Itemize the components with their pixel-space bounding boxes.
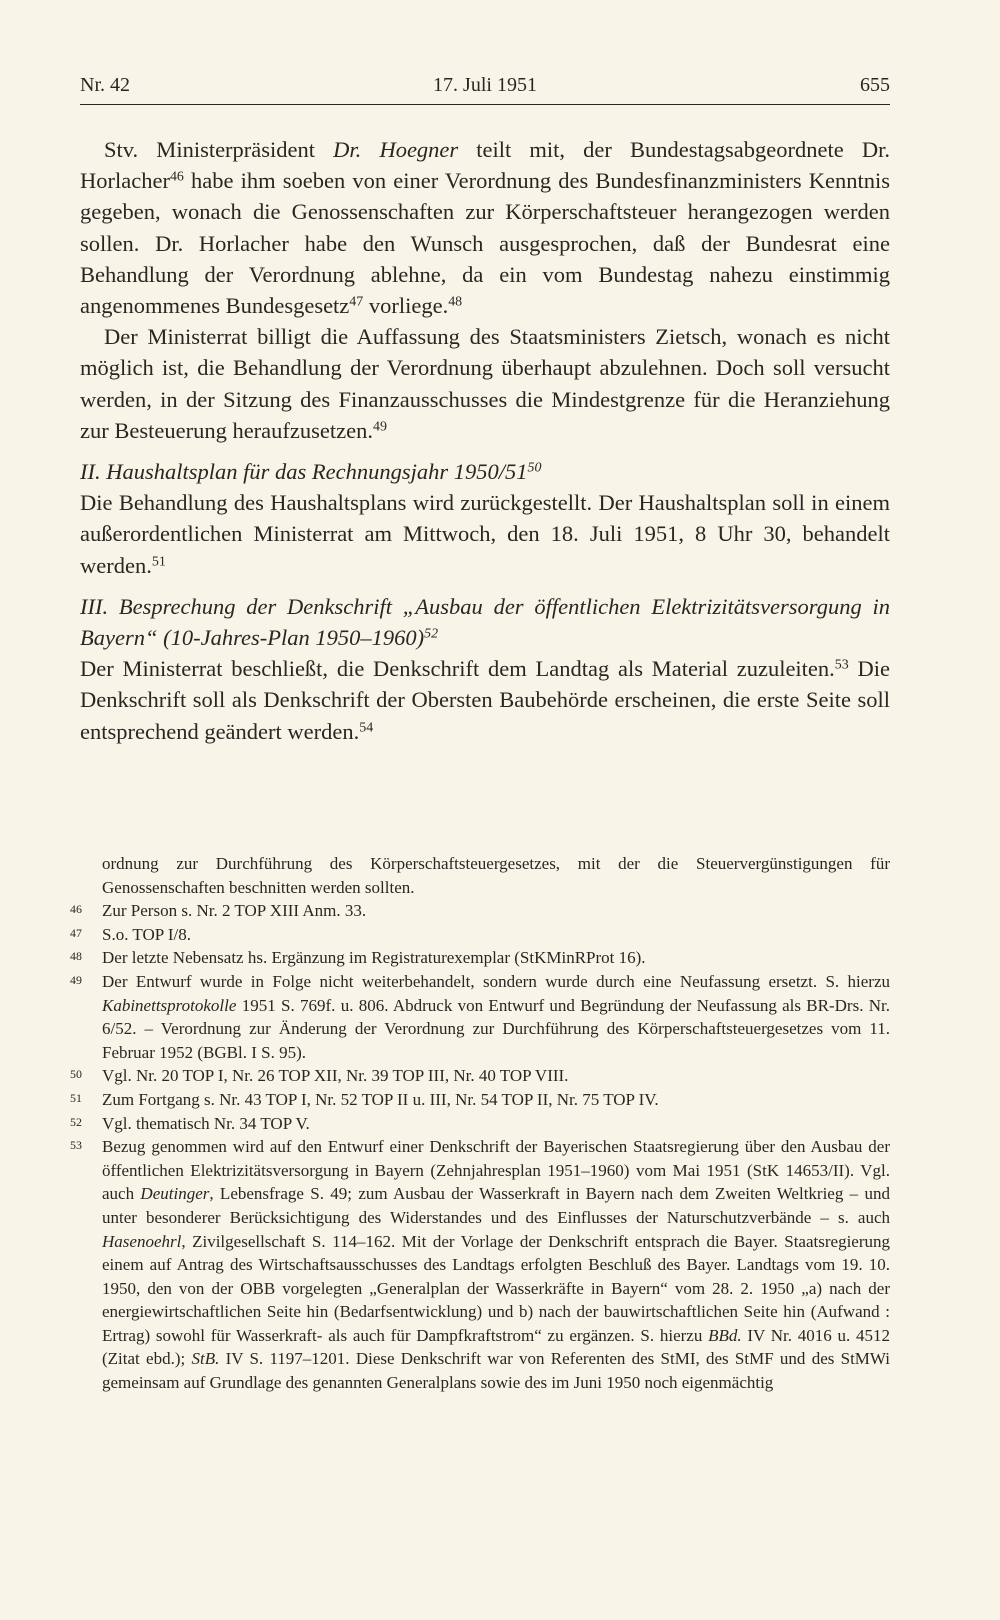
footnote-46: 46 Zur Person s. Nr. 2 TOP XIII Anm. 33. (70, 901, 367, 921)
footnote-ref-54[interactable]: 54 (359, 719, 374, 735)
header-date: 17. Juli 1951 (433, 74, 537, 96)
footnote-ref-50[interactable]: 50 (527, 460, 542, 476)
footnote-number: 48 (70, 949, 82, 964)
footnote-50: 50 Vgl. Nr. 20 TOP I, Nr. 26 TOP XII, Nr. 39 TOP III, Nr. 40 TOP VIII. (70, 1066, 569, 1086)
footnote-ref-46[interactable]: 46 (169, 169, 184, 185)
footnote-continuation: ordnung zur Durchführung des Körperschaftsteuergesetzes, mit der die Steuervergünstigungen für Genossenschaften beschnitten werden sollten. (102, 854, 890, 897)
footnote-number: 52 (70, 1114, 82, 1129)
footnote-ref-49[interactable]: 49 (372, 419, 387, 435)
page-number: 655 (860, 74, 890, 96)
footnote-number: 51 (70, 1090, 82, 1105)
main-text (80, 134, 890, 747)
footnote-47: 47 S.o. TOP I/8. (70, 924, 191, 944)
footnotes (70, 852, 891, 1395)
footnote-ref-51[interactable]: 51 (151, 553, 166, 569)
footnote-ref-47[interactable]: 47 (349, 294, 364, 310)
paragraph-denkschrift: Der Ministerrat beschließt, die Denkschrift dem Landtag als Material zuzuleiten.$^{53}$ Die Denkschrift soll als Denkschrift der Obersten Baubehörde erscheinen, die erste Seite soll entsprechend geändert werden.$^{54}$ (80, 656, 890, 744)
footnote-number: 50 (70, 1067, 82, 1082)
section-heading-ii: II. Haushaltsplan für das Rechnungsjahr $1950/51^{50}$ (80, 459, 542, 485)
person-name: Dr. Hoegner (333, 137, 459, 162)
footnote-number: 49 (70, 972, 82, 987)
footnote-number: 46 (70, 902, 82, 917)
footnote-48: 48 Der letzte Nebensatz hs. Ergänzung im Registraturexemplar (StKMinRProt 16). (70, 948, 646, 968)
footnote-number: 47 (70, 925, 82, 940)
footnote-52: 52 Vgl. thematisch Nr. 34 TOP V. (70, 1113, 310, 1133)
running-head (80, 74, 890, 102)
paragraph-haushaltsplan: Die Behandlung des Haushaltsplans wird zurückgestellt. Der Haushaltsplan soll in einem außerordentlichen Ministerrat am Mittwoch, den 18. Juli 1951, 8 Uhr 30, behandelt werden.$^{51}$ (80, 490, 890, 578)
section-heading-iii: III. Besprechung der Denkschrift „Ausbau der öffentlichen Elektrizitätsversorgung in Bayern“ (10-Jahres-Plan 1950–1960)$^{52}$ (80, 593, 890, 651)
footnote-ref-53[interactable]: 53 (834, 657, 849, 673)
footnote-49: 49 Der Entwurf wurde in Folge nicht weiterbehandelt, sondern wurde durch eine Neufassung ersetzt. S. hierzu Kabinettsprotokolle 1951 S. 769f. u. 806. Abdruck von Entwurf und Begründung der Neufassung als BR-Drs. Nr. 6/52. – Verordnung zur Änderung der Verordnung zur Durchführung des Körperschaftsteuergesetzes vom 11. Februar 1952 (BGBl. I S. 95). (70, 971, 890, 1062)
footnote-ref-48[interactable]: 48 (448, 294, 463, 310)
issue-number: Nr. 42 (80, 74, 130, 96)
footnote-51: 51 Zum Fortgang s. Nr. 43 TOP I, Nr. 52 TOP II u. III, Nr. 54 TOP II, Nr. 75 TOP IV. (70, 1089, 659, 1109)
footnote-ref-52[interactable]: 52 (424, 626, 439, 642)
footnote-number: 53 (70, 1138, 82, 1153)
paragraph-ministerrat: Der Ministerrat billigt die Auffassung des Staatsministers Zietsch, wonach es nicht möglich ist, die Behandlung der Verordnung überhaupt abzulehnen. Doch soll versucht werden, in der Sitzung des Finanzausschusses die Mindestgrenze für die Heranziehung zur Besteuerung heraufzusetzen.$^{49}$ (80, 324, 890, 443)
paragraph-hoegner: Stv. Ministerpräsident Dr. Hoegner teilt mit, der Bundestagsabgeordnete Dr. Horlacher$^{46}$ habe ihm soeben von einer Verordnung des Bundesfinanzministers Kenntnis gegeben, wonach die Genossenschaften zur Körperschaftsteuer herangezogen werden sollen. Dr. Horlacher habe den Wunsch ausgesprochen, daß der Bundesrat eine Behandlung der Verordnung ablehne, da ein vom Bundestag nahezu einstimmig angenommenes Bundesgesetz$^{47}$ vorliege.$^{48}$ (80, 137, 890, 319)
footnote-53: 53 Bezug genommen wird auf den Entwurf einer Denkschrift der Bayerischen Staatsregierung über den Ausbau der öffentlichen Elektrizitätsversorgung in Bayern (Zehnjahresplan 1951–1960) vom Mai 1951 (StK 14653/II). Vgl. auch Deutinger, Lebensfrage S. 49; zum Ausbau der Wasserkraft in Bayern nach dem Zweiten Weltkrieg – und unter besonderer Berücksichtigung des Widerstandes und des Einflusses der Naturschutzverbände – s. auch Hasenoehrl, Zivilgesellschaft S. 114–162. Mit der Vorlage der Denkschrift entsprach die Bayer. Staatsregierung einem auf Antrag des Wirtschaftsausschusses des Landtags erfolgten Beschluß des Bayer. Landtags vom 19. 10. 1950, den von der OBB vorgelegten „Generalplan der Wasserkräfte in Bayern“ vom 28. 2. 1950 „a) nach der energiewirtschaftlichen Seite hin (Bedarfsentwicklung) und b) nach der bauwirtschaftlichen Seite hin (Aufwand : Ertrag) sowohl für Wasserkraft- als auch für Dampfkraftstrom“ zu ergänzen. S. hierzu BBd. IV Nr. 4016 u. 4512 (Zitat ebd.); StB. IV S. 1197–1201. Diese Denkschrift war von Referenten des StMI, des StMF und des StMWi gemeinsam auf Grundlage des genannten Generalplans sowie des im Juni 1950 noch eigenmächtig (70, 1137, 891, 1393)
header-rule (80, 104, 890, 105)
